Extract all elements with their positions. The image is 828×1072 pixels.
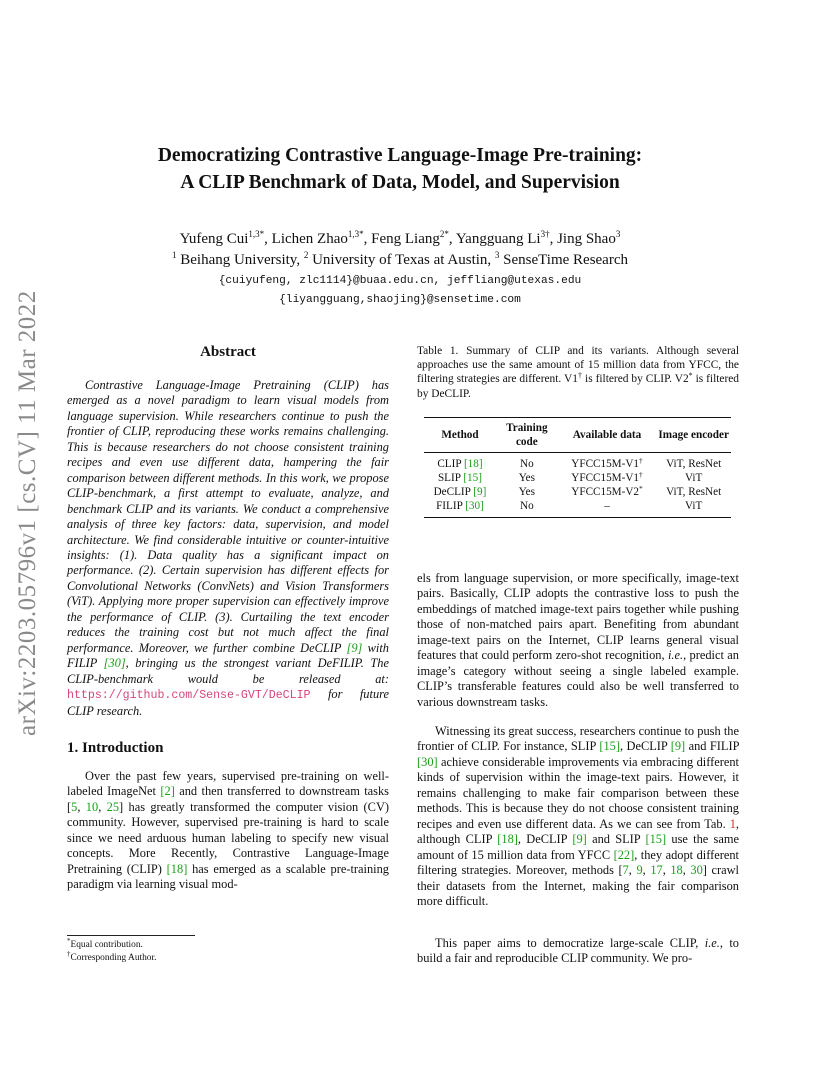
citation-link[interactable]: [2] — [160, 784, 175, 799]
table-header: Available data — [572, 429, 642, 441]
citation-link[interactable]: 17 — [650, 863, 663, 878]
table-cell-data: YFCC15M-V2* — [571, 484, 643, 498]
citation-link[interactable]: [30] — [465, 500, 484, 512]
author-name: Yangguang Li — [455, 231, 541, 247]
citation-link[interactable]: 7 — [622, 863, 629, 878]
text-run: , — [98, 799, 107, 814]
abstract-heading: Abstract — [200, 344, 256, 360]
table-row — [424, 485, 731, 499]
text-run: ] crawl their datasets from the Internet, making the fair comparison more difficult. — [417, 863, 739, 908]
citation-link[interactable]: [30] — [103, 656, 126, 671]
citation-link[interactable]: [15] — [599, 739, 620, 754]
citation-link[interactable]: [9] — [346, 640, 363, 655]
text-run: , — [642, 863, 651, 878]
abstract-text — [67, 378, 389, 719]
text-run: , — [682, 863, 691, 878]
author-sup: 3† — [540, 229, 550, 239]
abstract-part: Contrastive Language-Image Pretraining (CLIP) has emerged as a novel paradigm to learn visual models from language supervision. While researchers continue to push the frontier of CLIP, reproducing these works remains challenging. This is because researchers do not choose consistent training recipes and even use different data, hampering the fair comparison between different methods. In this work, we propose CLIP-benchmark, a first attempt to evaluate, analyze, and benchmark CLIP and its variants. We conduct a comprehensive analysis of three key factors: data, supervision, and model architecture. We find considerable intuitive or counter-intuitive insights: (1). Data quality has a significant impact on performance. (2). Certain supervision has different effects for Convolutional Networks (ConvNets) and Vision Transformers (ViT). Applying more proper supervision can effectively improve the performance of CLIP. (3). Curtailing the text encoder reduces the training cost but not much affect the final performance. Moreover, we further combine DeCLIP — [67, 378, 389, 655]
text-run: and FILIP — [685, 739, 740, 754]
caption-part: Table 1. Summary of CLIP and its variants. Although several approaches use the same amount of 15 million data from YFCC, the filtering strategies are different. V1 — [417, 345, 739, 386]
table-row — [424, 499, 731, 518]
text-run: , they adopt different filtering strategies. Moreover, methods [ — [417, 847, 739, 878]
text-run: i.e. — [667, 648, 684, 663]
caption-part: is filtered by DeCLIP. — [417, 373, 739, 400]
table-cell-method: SLIP [15] — [437, 472, 482, 484]
abstract-part: with FILIP — [67, 640, 389, 671]
citation-link[interactable]: [22] — [613, 847, 635, 862]
citation-link[interactable]: [9] — [572, 832, 587, 847]
table-header: Method — [441, 429, 479, 441]
author-name: Lichen Zhao — [271, 231, 348, 247]
arxiv-stamp: arXiv:2203.05796v1 [cs.CV] 11 Mar 2022 — [14, 290, 41, 736]
table-cell-code: Yes — [518, 472, 535, 484]
footnote-mark: * — [67, 937, 71, 945]
text-run: ] has greatly transformed the computer vision (CV) community. However, supervised pre-training is hard to scale since we need arduous human labeling to specify new visual concepts. More Recently, Contrastive Language-Image Pretraining (CLIP) — [67, 799, 390, 876]
table-cell-code: No — [519, 500, 534, 512]
citation-link[interactable]: [18] — [463, 458, 483, 470]
citation-link[interactable]: [18] — [497, 832, 518, 847]
citation-link[interactable]: 25 — [106, 799, 120, 814]
email-line-1: {cuiyufeng, zlc1114}@buaa.edu.cn, jeffliang@utexas.edu — [218, 275, 582, 287]
title-line-1: Democratizing Contrastive Language-Image Pre-training: — [157, 145, 643, 166]
citation-link[interactable]: [9] — [473, 486, 487, 498]
table-header-row — [424, 418, 731, 453]
intro-paragraph — [67, 769, 389, 893]
footnote-divider — [67, 935, 195, 936]
author-block — [100, 229, 700, 271]
abstract-part: for future CLIP research. — [67, 687, 389, 718]
author-names: Yufeng Cui$^{1,3*}$, Lichen Zhao$^{1,3*}$, Feng Liang$^{2*}$, Yangguang $Li^{3\dagger}$, Jing Shao$^3$ — [179, 229, 621, 247]
text-run: , — [628, 863, 637, 878]
table-cell-encoder: ViT — [684, 472, 703, 484]
summary-table — [424, 417, 731, 518]
caption-part: is filtered by CLIP. V2 — [582, 373, 689, 386]
abstract-part: , bringing us the strongest variant DeFILIP. The CLIP-benchmark would be released at: — [67, 656, 390, 686]
text-run: , — [662, 863, 671, 878]
author-name: Yufeng Cui — [179, 231, 249, 247]
text-run: Witnessing its great success, researchers continue to push the frontier of CLIP. For instance, SLIP — [417, 724, 739, 754]
table-cell-encoder: ViT — [684, 500, 703, 512]
email-line-2: {liyangguang,shaojing}@sensetime.com — [279, 293, 521, 306]
right-paragraph-2 — [417, 724, 739, 909]
author-sup: 2* — [439, 229, 449, 239]
citation-link[interactable]: 9 — [636, 863, 643, 878]
right-paragraph-3 — [417, 936, 739, 967]
github-link[interactable]: https://github.com/Sense-GVT/DeCLIP — [67, 689, 311, 703]
footnote-text: Equal contribution. — [70, 940, 143, 950]
text-run: , — [77, 799, 86, 814]
text-run: , DeCLIP — [517, 832, 573, 847]
table-caption — [417, 344, 739, 401]
table-row — [424, 453, 731, 472]
citation-link[interactable]: [9] — [670, 739, 686, 754]
affiliation-sup: 1 — [171, 250, 177, 260]
paper-title — [100, 142, 700, 196]
table-cell-data: YFCC15M-V1† — [571, 456, 643, 470]
affiliation-sup: 3 — [494, 250, 500, 260]
section-heading-introduction: 1. Introduction — [67, 740, 164, 756]
table-cell-data: YFCC15M-V1† — [571, 470, 643, 484]
table-cell-method: DeCLIP [9] — [433, 486, 487, 498]
text-run: , to build a fair and reproducible CLIP community. We pro- — [417, 936, 739, 966]
table-cell-data: – — [604, 500, 610, 512]
text-run: This paper aims to democratize large-scale CLIP, — [435, 936, 705, 950]
title-line-2: A CLIP Benchmark of Data, Model, and Supervision — [180, 172, 620, 193]
affiliation: Beihang University, — [180, 252, 301, 268]
text-run: , although CLIP — [417, 816, 739, 847]
citation-link[interactable]: 10 — [85, 799, 99, 814]
citation-link[interactable]: 18 — [670, 863, 683, 878]
text-run: has emerged as a scalable pre-training paradigm via learning visual mod- — [67, 861, 389, 892]
text-run: and SLIP — [586, 832, 646, 847]
citation-link[interactable]: [18] — [166, 861, 188, 876]
citation-link[interactable]: [15] — [645, 832, 667, 847]
right-paragraph-1 — [417, 571, 739, 710]
text-run: i.e. — [704, 936, 720, 950]
affiliation-sup: 2 — [303, 250, 309, 260]
table-row — [424, 471, 731, 485]
author-name: Jing Shao — [557, 231, 616, 247]
affiliation: SenseTime Research — [503, 252, 628, 268]
table-header: Image encoder — [658, 429, 729, 441]
citation-link[interactable]: [15] — [463, 472, 482, 484]
text-run: , predict an image’s category without seeing a single labeled example. CLIP’s transferable features could also be well transferred to various downstream tasks. — [417, 648, 739, 709]
table-cell-encoder: ViT, ResNet — [666, 486, 722, 498]
author-sup: 1,3* — [347, 229, 364, 239]
citation-link[interactable]: 5 — [71, 799, 78, 814]
table-cell-code: Yes — [518, 486, 535, 498]
table-cell-method: CLIP [18] — [437, 458, 483, 470]
caption-sup: * — [688, 371, 693, 381]
table-reference-link[interactable]: 1 — [729, 816, 736, 831]
author-sup: 1,3* — [248, 229, 265, 239]
text-run: , DeCLIP — [620, 739, 671, 754]
table-cell-encoder: ViT, ResNet — [666, 458, 722, 470]
caption-sup: † — [577, 371, 583, 381]
email-block — [100, 272, 700, 309]
table-cell-method: FILIP [30] — [436, 500, 484, 512]
text-run: els from language supervision, or more specifically, image-text pairs. Basically, CLIP adopts the contrastive loss to push the embeddings of matched image-text pairs together while pushing those of non-matched pairs apart. Benefiting from abundant image-text pairs on the Internet, CLIP learns general visual features that could perform zero-shot recognition, — [417, 571, 739, 663]
affiliations — [100, 250, 700, 271]
affiliation: University of Texas at Austin, — [312, 252, 492, 268]
author-name: Feng Liang — [371, 231, 440, 247]
footnote-equal-contribution — [67, 939, 389, 952]
footnote-mark: † — [67, 950, 71, 958]
citation-link[interactable]: [30] — [417, 754, 438, 769]
table-cell-code: No — [519, 458, 534, 470]
author-sup: 3 — [615, 229, 621, 239]
table-header: Training code — [506, 422, 548, 448]
citation-link[interactable]: 30 — [690, 863, 703, 878]
footnote-corresponding-author — [67, 952, 389, 965]
text-run: and then transferred to downstream tasks [ — [67, 784, 389, 814]
text-run: achieve considerable improvements via embracing different kinds of supervision within the image-text pairs. However, it remains challenging to make fair comparison between these methods. This is because they do not choose consistent training recipes and even use different data. As we can see from Tab. — [417, 754, 739, 831]
footnote-text: Corresponding Author. — [70, 953, 157, 963]
text-run: use the same amount of 15 million data from YFCC — [417, 832, 740, 862]
text-run: Over the past few years, supervised pre-training on well-labeled ImageNet — [67, 769, 389, 799]
